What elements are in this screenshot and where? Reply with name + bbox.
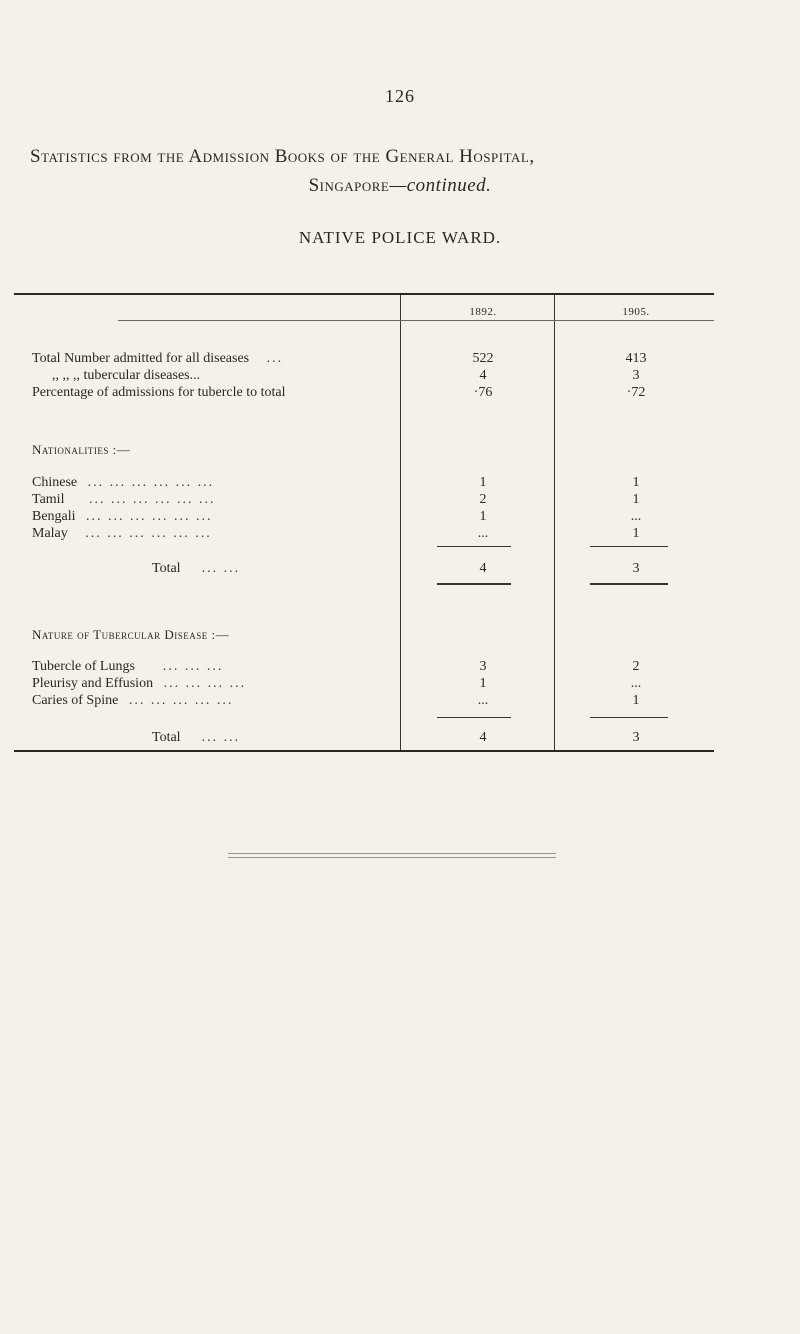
column-header-1892: 1892. [469, 306, 497, 318]
value-percentage-1892: ·76 [473, 385, 493, 400]
nature-total-label: Total ... ... [152, 730, 241, 745]
heading-part-1: Statistics from the [30, 146, 189, 167]
nature-total-1905: 3 [632, 730, 640, 745]
row-label-pleurisy: Pleurisy and Effusion ... ... ... ... [32, 676, 247, 691]
nationalities-total-rule-1892 [437, 546, 511, 547]
nationalities-total-1892: 4 [479, 561, 487, 576]
section-title-nature: Nature of Tubercular Disease :— [32, 627, 230, 642]
column-divider-1 [400, 295, 401, 750]
row-label-malay: Malay ... ... ... ... ... ... [32, 526, 212, 541]
value-total-admitted-1905: 413 [625, 351, 647, 366]
value-chinese-1905: 1 [632, 475, 640, 490]
value-tamil-1892: 2 [479, 492, 487, 507]
row-label-bengali: Bengali ... ... ... ... ... ... [32, 509, 213, 524]
nature-total-rule-1892 [437, 717, 511, 718]
row-label-percentage: Percentage of admissions for tubercle to total [32, 385, 286, 400]
value-malay-1892: ... [477, 526, 489, 541]
value-caries-spine-1892: ... [477, 693, 489, 708]
row-label-tubercle-lungs: Tubercle of Lungs ... ... ... [32, 659, 224, 674]
table-bottom-rule [14, 750, 714, 752]
row-label-total-admitted: Total Number admitted for all diseases ... [32, 351, 284, 366]
heading-part-4: General Hospital [385, 146, 530, 167]
nature-total-1892: 4 [479, 730, 487, 745]
section-title-nationalities: Nationalities :— [32, 442, 131, 457]
row-label-tamil: Tamil ... ... ... ... ... ... [32, 492, 216, 507]
page-heading [30, 146, 790, 168]
ward-title: NATIVE POLICE WARD. [298, 228, 502, 247]
row-label-chinese: Chinese ... ... ... ... ... ... [32, 475, 215, 490]
nationalities-total-rule-1905 [590, 546, 668, 547]
value-tubercular-1905: 3 [632, 368, 640, 383]
nationalities-total-1905: 3 [632, 561, 640, 576]
page-subheading [0, 175, 800, 197]
nationalities-total-label: Total ... ... [152, 561, 241, 576]
value-chinese-1892: 1 [479, 475, 487, 490]
column-divider-2 [554, 295, 555, 750]
header-rule-right [554, 320, 714, 321]
nationalities-double-rule-1905 [590, 583, 668, 585]
footer-rule-2 [228, 857, 556, 858]
value-caries-spine-1905: 1 [632, 693, 640, 708]
row-label-caries-spine: Caries of Spine ... ... ... ... ... [32, 693, 234, 708]
nationalities-double-rule-1892 [437, 583, 511, 585]
value-percentage-1905: ·72 [626, 385, 646, 400]
footer-rule-1 [228, 853, 556, 854]
value-malay-1905: 1 [632, 526, 640, 541]
value-tamil-1905: 1 [632, 492, 640, 507]
value-tubercle-lungs-1905: 2 [632, 659, 640, 674]
row-label-tubercular: ,, ,, ,, tubercular diseases... [52, 368, 201, 383]
table-top-rule [14, 293, 714, 295]
page-number: 126 [385, 86, 415, 106]
subheading-place: Singapore [308, 175, 390, 196]
heading-part-2: Admission Books [188, 146, 326, 167]
heading-part-3: of the [325, 146, 386, 167]
value-tubercle-lungs-1892: 3 [479, 659, 487, 674]
column-header-1905: 1905. [622, 306, 650, 318]
subheading-continued: —continued. [389, 175, 492, 196]
header-rule-mid [400, 320, 554, 321]
value-bengali-1892: 1 [479, 509, 487, 524]
nature-total-rule-1905 [590, 717, 668, 718]
value-tubercular-1892: 4 [479, 368, 487, 383]
value-pleurisy-1905: ... [630, 676, 642, 691]
heading-part-5: , [529, 146, 535, 167]
value-total-admitted-1892: 522 [472, 351, 494, 366]
value-bengali-1905: ... [630, 509, 642, 524]
header-rule-left [118, 320, 400, 321]
value-pleurisy-1892: 1 [479, 676, 487, 691]
